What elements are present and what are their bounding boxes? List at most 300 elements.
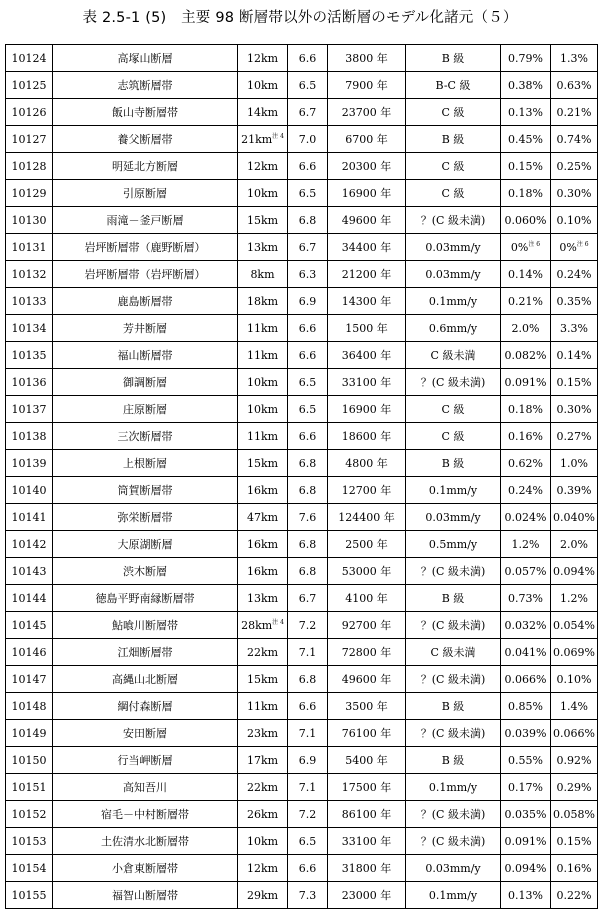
length-text: 22km xyxy=(246,780,279,794)
length-text: 16km xyxy=(246,537,279,551)
recurrence-interval-cell xyxy=(328,126,406,153)
recurrence-interval-cell xyxy=(328,801,406,828)
probability-1-cell xyxy=(501,855,551,882)
probability-2-text: 0.10% xyxy=(556,672,592,686)
table-row xyxy=(6,126,598,153)
table-row xyxy=(6,828,598,855)
fault-name-cell xyxy=(53,855,238,882)
length-text: 15km xyxy=(246,672,279,686)
probability-1-cell xyxy=(501,369,551,396)
table-row xyxy=(6,315,598,342)
length-cell xyxy=(238,207,288,234)
fault-id-text: 10140 xyxy=(11,483,47,497)
magnitude-cell xyxy=(288,720,328,747)
fault-id-text: 10147 xyxy=(11,672,47,686)
fault-name-text: 岩坪断層帯（岩坪断層） xyxy=(84,268,206,281)
fault-id-text: 10127 xyxy=(11,132,47,146)
fault-name-text: 高塚山断層 xyxy=(117,52,173,65)
recurrence-interval-cell xyxy=(328,153,406,180)
fault-name-text: 徳島平野南縁断層帯 xyxy=(95,592,195,605)
probability-2-cell xyxy=(551,315,598,342)
activity-cell xyxy=(406,666,501,693)
probability-2-cell xyxy=(551,612,598,639)
activity-cell xyxy=(406,369,501,396)
probability-2-cell xyxy=(551,477,598,504)
fault-id-cell xyxy=(6,288,53,315)
recurrence-interval-cell xyxy=(328,234,406,261)
magnitude-text: 6.7 xyxy=(298,240,317,254)
fault-id-text: 10136 xyxy=(11,375,47,389)
fault-name-cell xyxy=(53,477,238,504)
probability-2-cell xyxy=(551,180,598,207)
magnitude-cell xyxy=(288,315,328,342)
length-text: 12km xyxy=(246,159,279,173)
recurrence-interval-text: 18600 年 xyxy=(341,430,392,443)
activity-cell xyxy=(406,747,501,774)
activity-text: ？(C 級未満) xyxy=(420,376,486,389)
probability-2-cell xyxy=(551,558,598,585)
recurrence-interval-text: 16900 年 xyxy=(341,403,392,416)
activity-cell xyxy=(406,585,501,612)
probability-2-cell xyxy=(551,504,598,531)
activity-cell xyxy=(406,801,501,828)
probability-1-text: 0.24% xyxy=(508,483,543,497)
fault-id-text: 10154 xyxy=(11,861,47,875)
fault-name-text: 渋木断層 xyxy=(123,565,167,578)
activity-cell xyxy=(406,99,501,126)
length-cell xyxy=(238,369,288,396)
probability-1-text: 0.066% xyxy=(504,672,547,686)
magnitude-text: 6.9 xyxy=(298,753,317,767)
recurrence-interval-cell xyxy=(328,558,406,585)
magnitude-cell xyxy=(288,234,328,261)
fault-name-cell xyxy=(53,261,238,288)
probability-1-text: 0.79% xyxy=(508,51,543,65)
magnitude-text: 7.1 xyxy=(298,645,317,659)
activity-text: C 級未満 xyxy=(430,646,476,659)
recurrence-interval-cell xyxy=(328,666,406,693)
activity-text: C 級 xyxy=(441,106,465,119)
fault-name-text: 雨滝－釜戸断層 xyxy=(106,214,184,227)
table-row xyxy=(6,855,598,882)
magnitude-text: 7.2 xyxy=(298,618,317,632)
table-row xyxy=(6,369,598,396)
probability-2-cell xyxy=(551,153,598,180)
fault-id-text: 10155 xyxy=(11,888,47,902)
activity-cell xyxy=(406,855,501,882)
activity-text: B 級 xyxy=(441,754,465,767)
probability-2-cell xyxy=(551,207,598,234)
magnitude-cell xyxy=(288,477,328,504)
fault-id-cell xyxy=(6,234,53,261)
activity-text: B 級 xyxy=(441,592,465,605)
magnitude-text: 6.5 xyxy=(298,375,317,389)
probability-1-cell xyxy=(501,234,551,261)
recurrence-interval-cell xyxy=(328,342,406,369)
activity-text: 0.1mm/y xyxy=(428,780,478,794)
probability-2-text: 0.040% xyxy=(553,510,595,524)
length-text: 11km xyxy=(246,348,279,362)
probability-2-text: 0.069% xyxy=(553,645,595,659)
length-text: 22km xyxy=(246,645,279,659)
fault-name-text: 芳井断層 xyxy=(123,322,167,335)
activity-text: B 級 xyxy=(441,52,465,65)
fault-name-cell xyxy=(53,774,238,801)
fault-name-cell xyxy=(53,612,238,639)
probability-2-text: 0.63% xyxy=(556,78,592,92)
fault-id-cell xyxy=(6,153,53,180)
recurrence-interval-cell xyxy=(328,504,406,531)
length-cell xyxy=(238,504,288,531)
length-text: 11km xyxy=(246,429,279,443)
probability-2-cell xyxy=(551,126,598,153)
probability-1-text: 0.039% xyxy=(504,726,547,740)
fault-id-cell xyxy=(6,693,53,720)
probability-1-cell xyxy=(501,558,551,585)
recurrence-interval-cell xyxy=(328,72,406,99)
activity-cell xyxy=(406,396,501,423)
probability-2-text: 0.92% xyxy=(556,753,592,767)
length-text: 29km xyxy=(246,888,279,902)
recurrence-interval-text: 49600 年 xyxy=(341,214,392,227)
magnitude-text: 6.8 xyxy=(298,537,317,551)
activity-text: 0.6mm/y xyxy=(428,321,478,335)
activity-text: B 級 xyxy=(441,133,465,146)
probability-2-cell xyxy=(551,423,598,450)
magnitude-text: 6.6 xyxy=(298,321,317,335)
length-text: 10km xyxy=(246,834,279,848)
fault-name-text: 行当岬断層 xyxy=(117,754,173,767)
fault-parameter-table xyxy=(5,44,598,909)
probability-2-cell xyxy=(551,828,598,855)
probability-2-cell xyxy=(551,396,598,423)
probability-2-text: 0.054% xyxy=(553,618,595,632)
probability-2-cell xyxy=(551,774,598,801)
probability-2-text: 0.35% xyxy=(556,294,592,308)
fault-id-cell xyxy=(6,612,53,639)
recurrence-interval-text: 72800 年 xyxy=(341,646,392,659)
fault-id-cell xyxy=(6,261,53,288)
probability-1-cell xyxy=(501,261,551,288)
length-cell xyxy=(238,612,288,639)
recurrence-interval-cell xyxy=(328,99,406,126)
fault-id-text: 10133 xyxy=(11,294,47,308)
probability-2-cell xyxy=(551,99,598,126)
table-row xyxy=(6,207,598,234)
probability-2-text: 0.066% xyxy=(553,726,595,740)
recurrence-interval-cell xyxy=(328,180,406,207)
length-text: 15km xyxy=(246,213,279,227)
table-row xyxy=(6,450,598,477)
table-row xyxy=(6,720,598,747)
magnitude-text: 7.0 xyxy=(298,132,317,146)
fault-name-cell xyxy=(53,369,238,396)
fault-name-cell xyxy=(53,693,238,720)
magnitude-text: 7.2 xyxy=(298,807,317,821)
length-cell xyxy=(238,99,288,126)
probability-2-text: 1.4% xyxy=(560,699,588,713)
length-cell xyxy=(238,747,288,774)
fault-name-text: 引原断層 xyxy=(123,187,167,200)
activity-text: ？(C 級未満) xyxy=(420,214,486,227)
fault-name-cell xyxy=(53,315,238,342)
length-cell xyxy=(238,288,288,315)
probability-2-cell xyxy=(551,882,598,909)
magnitude-text: 6.8 xyxy=(298,564,317,578)
fault-id-text: 10132 xyxy=(11,267,47,281)
magnitude-text: 6.7 xyxy=(298,105,317,119)
table-row xyxy=(6,423,598,450)
length-cell xyxy=(238,855,288,882)
activity-text: 0.5mm/y xyxy=(428,537,478,551)
fault-name-cell xyxy=(53,747,238,774)
fault-name-cell xyxy=(53,504,238,531)
activity-cell xyxy=(406,261,501,288)
magnitude-text: 6.6 xyxy=(298,861,317,875)
fault-id-cell xyxy=(6,585,53,612)
probability-1-text: 0.45% xyxy=(508,132,543,146)
probability-1-cell xyxy=(501,720,551,747)
activity-text: ？(C 級未満) xyxy=(420,835,486,848)
probability-2-cell xyxy=(551,288,598,315)
probability-2-text: 0.14% xyxy=(556,348,592,362)
recurrence-interval-cell xyxy=(328,369,406,396)
length-text: 10km xyxy=(246,375,279,389)
recurrence-interval-text: 7900 年 xyxy=(345,79,388,92)
fault-id-text: 10152 xyxy=(11,807,47,821)
activity-cell xyxy=(406,693,501,720)
probability-2-cell xyxy=(551,72,598,99)
probability-1-cell xyxy=(501,531,551,558)
recurrence-interval-cell xyxy=(328,585,406,612)
magnitude-text: 6.8 xyxy=(298,456,317,470)
recurrence-interval-text: 34400 年 xyxy=(341,241,392,254)
length-text: 18km xyxy=(246,294,279,308)
magnitude-text: 6.6 xyxy=(298,348,317,362)
recurrence-interval-text: 53000 年 xyxy=(341,565,392,578)
probability-1-text: 0.035% xyxy=(504,807,547,821)
magnitude-cell xyxy=(288,666,328,693)
probability-2-text: 0.16% xyxy=(556,861,592,875)
table-row xyxy=(6,882,598,909)
probability-2-text: 0.25% xyxy=(556,159,592,173)
fault-name-text: 志筑断層帯 xyxy=(117,79,173,92)
activity-cell xyxy=(406,558,501,585)
fault-id-cell xyxy=(6,774,53,801)
recurrence-interval-text: 21200 年 xyxy=(341,268,392,281)
magnitude-cell xyxy=(288,882,328,909)
fault-name-cell xyxy=(53,72,238,99)
table-row xyxy=(6,99,598,126)
recurrence-interval-cell xyxy=(328,477,406,504)
table-row xyxy=(6,396,598,423)
fault-id-text: 10144 xyxy=(11,591,47,605)
fault-id-cell xyxy=(6,477,53,504)
probability-2-cell xyxy=(551,261,598,288)
fault-name-text: 小倉東断層帯 xyxy=(112,862,178,875)
probability-1-cell xyxy=(501,639,551,666)
fault-id-text: 10143 xyxy=(11,564,47,578)
fault-name-text: 鮎喰川断層帯 xyxy=(112,619,178,632)
table-row xyxy=(6,531,598,558)
probability-1-text: 0.55% xyxy=(508,753,543,767)
fault-id-text: 10138 xyxy=(11,429,47,443)
activity-cell xyxy=(406,45,501,72)
table-row xyxy=(6,747,598,774)
magnitude-text: 6.7 xyxy=(298,591,317,605)
magnitude-cell xyxy=(288,126,328,153)
probability-1-text: 0.13% xyxy=(508,105,543,119)
probability-1-cell xyxy=(501,45,551,72)
magnitude-cell xyxy=(288,747,328,774)
recurrence-interval-cell xyxy=(328,720,406,747)
magnitude-cell xyxy=(288,45,328,72)
probability-1-cell xyxy=(501,99,551,126)
recurrence-interval-cell xyxy=(328,288,406,315)
probability-2-text: 3.3% xyxy=(560,321,588,335)
probability-1-cell xyxy=(501,126,551,153)
activity-text: C 級 xyxy=(441,430,465,443)
fault-name-cell xyxy=(53,666,238,693)
fault-id-cell xyxy=(6,801,53,828)
probability-2-cell xyxy=(551,450,598,477)
probability-2-cell xyxy=(551,234,598,261)
footnote-mark: 注 6 xyxy=(528,240,541,248)
probability-2-text: 0.058% xyxy=(553,807,595,821)
activity-cell xyxy=(406,342,501,369)
activity-cell xyxy=(406,774,501,801)
probability-1-cell xyxy=(501,288,551,315)
activity-cell xyxy=(406,639,501,666)
length-text: 21km xyxy=(241,132,273,146)
table-row xyxy=(6,153,598,180)
recurrence-interval-cell xyxy=(328,423,406,450)
activity-text: ？(C 級未満) xyxy=(420,619,486,632)
fault-id-cell xyxy=(6,180,53,207)
probability-1-text: 0.082% xyxy=(504,348,547,362)
activity-text: 0.03mm/y xyxy=(425,861,481,875)
fault-id-text: 10150 xyxy=(11,753,47,767)
recurrence-interval-cell xyxy=(328,45,406,72)
probability-2-cell xyxy=(551,531,598,558)
probability-2-cell xyxy=(551,720,598,747)
fault-name-cell xyxy=(53,828,238,855)
fault-id-text: 10139 xyxy=(11,456,47,470)
probability-1-text: 0.060% xyxy=(504,213,547,227)
probability-1-text: 0.85% xyxy=(508,699,543,713)
magnitude-cell xyxy=(288,558,328,585)
length-cell xyxy=(238,315,288,342)
recurrence-interval-cell xyxy=(328,693,406,720)
probability-1-text: 0.032% xyxy=(504,618,547,632)
activity-text: C 級未満 xyxy=(430,349,476,362)
activity-cell xyxy=(406,153,501,180)
fault-id-cell xyxy=(6,747,53,774)
length-cell xyxy=(238,153,288,180)
recurrence-interval-text: 36400 年 xyxy=(341,349,392,362)
length-text: 16km xyxy=(246,483,279,497)
length-text: 17km xyxy=(246,753,279,767)
magnitude-text: 6.5 xyxy=(298,402,317,416)
probability-1-text: 0.091% xyxy=(504,375,547,389)
probability-2-text: 0.29% xyxy=(556,780,592,794)
length-text: 8km xyxy=(250,267,275,281)
fault-name-text: 御調断層 xyxy=(123,376,167,389)
fault-name-text: 明延北方断層 xyxy=(112,160,178,173)
fault-id-text: 10146 xyxy=(11,645,47,659)
table-row xyxy=(6,72,598,99)
length-text: 26km xyxy=(246,807,279,821)
fault-name-cell xyxy=(53,450,238,477)
recurrence-interval-text: 23000 年 xyxy=(341,889,392,902)
length-cell xyxy=(238,477,288,504)
length-cell xyxy=(238,558,288,585)
activity-text: ？(C 級未満) xyxy=(420,673,486,686)
fault-id-text: 10124 xyxy=(11,51,47,65)
fault-id-cell xyxy=(6,369,53,396)
length-text: 12km xyxy=(246,51,279,65)
magnitude-cell xyxy=(288,504,328,531)
activity-text: 0.03mm/y xyxy=(425,510,481,524)
probability-1-text: 0.38% xyxy=(508,78,543,92)
magnitude-cell xyxy=(288,261,328,288)
activity-cell xyxy=(406,450,501,477)
probability-2-cell xyxy=(551,666,598,693)
fault-name-cell xyxy=(53,126,238,153)
probability-1-cell xyxy=(501,666,551,693)
probability-2-cell xyxy=(551,45,598,72)
fault-name-cell xyxy=(53,180,238,207)
recurrence-interval-cell xyxy=(328,315,406,342)
table-title: 表 2.5-1 (5) 主要 98 断層帯以外の活断層のモデル化諸元（５） xyxy=(82,10,518,26)
recurrence-interval-cell xyxy=(328,774,406,801)
probability-2-cell xyxy=(551,801,598,828)
activity-text: C 級 xyxy=(441,160,465,173)
table-row xyxy=(6,639,598,666)
length-cell xyxy=(238,234,288,261)
activity-text: 0.03mm/y xyxy=(425,240,481,254)
magnitude-text: 6.5 xyxy=(298,186,317,200)
probability-2-text: 0.74% xyxy=(556,132,592,146)
fault-id-text: 10149 xyxy=(11,726,47,740)
fault-name-text: 綱付森断層 xyxy=(117,700,173,713)
recurrence-interval-cell xyxy=(328,450,406,477)
fault-name-text: 上根断層 xyxy=(123,457,167,470)
recurrence-interval-text: 76100 年 xyxy=(341,727,392,740)
probability-2-text: 0.15% xyxy=(556,834,592,848)
fault-id-text: 10153 xyxy=(11,834,47,848)
length-cell xyxy=(238,450,288,477)
fault-name-text: 岩坪断層帯（鹿野断層） xyxy=(84,241,206,254)
magnitude-cell xyxy=(288,612,328,639)
probability-1-text: 0.17% xyxy=(508,780,543,794)
fault-name-text: 大原湖断層 xyxy=(117,538,173,551)
fault-name-text: 福山断層帯 xyxy=(117,349,173,362)
fault-id-text: 10151 xyxy=(11,780,47,794)
activity-cell xyxy=(406,315,501,342)
fault-id-cell xyxy=(6,72,53,99)
probability-1-cell xyxy=(501,504,551,531)
fault-id-cell xyxy=(6,882,53,909)
footnote-mark: 注 4 xyxy=(272,132,284,140)
magnitude-cell xyxy=(288,180,328,207)
fault-name-text: 三次断層帯 xyxy=(117,430,173,443)
magnitude-cell xyxy=(288,585,328,612)
fault-id-cell xyxy=(6,450,53,477)
probability-2-text: 2.0% xyxy=(560,537,588,551)
magnitude-cell xyxy=(288,450,328,477)
probability-2-text: 0.21% xyxy=(556,105,592,119)
